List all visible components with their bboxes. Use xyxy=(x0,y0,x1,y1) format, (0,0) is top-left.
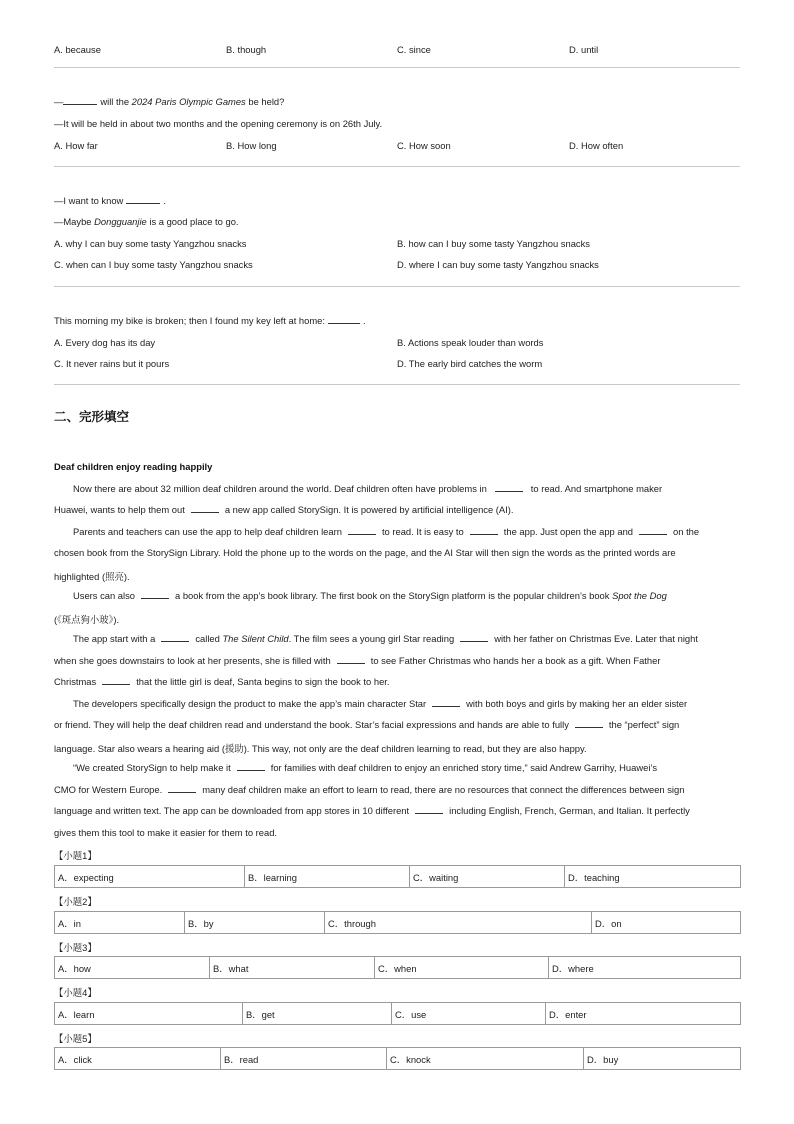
subquestion-3-options xyxy=(54,956,741,979)
passage-line: Huawei, wants to help them out a new app called StorySign. It is powered by artificial intelligence (AI). xyxy=(54,504,514,515)
option-b[interactable]: B. Actions speak louder than words xyxy=(397,337,544,348)
blank-7[interactable] xyxy=(161,633,189,642)
subquestion-label: 【小题4】 xyxy=(54,987,97,998)
subquestion-label: 【小题3】 xyxy=(54,942,97,953)
blank-15[interactable] xyxy=(415,805,443,814)
option-c[interactable]: C．use xyxy=(392,1003,546,1025)
answer-blank[interactable] xyxy=(126,195,160,204)
divider xyxy=(54,286,740,287)
subquestion-label: 【小题1】 xyxy=(54,850,97,861)
blank-1[interactable] xyxy=(495,483,523,492)
blank-12[interactable] xyxy=(575,719,603,728)
option-a[interactable]: A．in xyxy=(55,912,185,934)
option-a[interactable]: A．click xyxy=(55,1048,221,1070)
option-b[interactable]: B．what xyxy=(210,957,375,979)
blank-3[interactable] xyxy=(348,526,376,535)
passage-line: language and written text. The app can be downloaded from app stores in 10 different including English, French, German, and Italian. It perfectly xyxy=(54,805,690,816)
option-c[interactable]: C．when xyxy=(375,957,549,979)
blank-2[interactable] xyxy=(191,504,219,513)
option-c[interactable]: C．knock xyxy=(387,1048,584,1070)
blank-5[interactable] xyxy=(639,526,667,535)
option-a[interactable]: A．learn xyxy=(55,1003,243,1025)
blank-8[interactable] xyxy=(460,633,488,642)
option-c[interactable]: C. It never rains but it pours xyxy=(54,358,170,369)
option-b[interactable]: B．read xyxy=(221,1048,387,1070)
option-c[interactable]: C. when can I buy some tasty Yangzhou snacks xyxy=(54,259,253,270)
question-snacks-line1: —I want to know . xyxy=(54,195,166,206)
subquestion-label: 【小题5】 xyxy=(54,1033,97,1044)
passage-line: language. Star also wears a hearing aid (援助). This way, not only are the deaf children learning to read, but they are also happy. xyxy=(54,743,587,754)
answer-blank[interactable] xyxy=(63,96,97,105)
question-olympic-line1: — will the 2024 Paris Olympic Games be held? xyxy=(54,96,285,107)
option-b[interactable]: B．by xyxy=(185,912,325,934)
blank-4[interactable] xyxy=(470,526,498,535)
passage-line: Users can also a book from the app’s book library. The first book on the StorySign platform is the popular children’s book Spot the Dog xyxy=(73,590,667,601)
option-b[interactable]: B. how can I buy some tasty Yangzhou snacks xyxy=(397,238,590,249)
divider xyxy=(54,67,740,68)
option-d[interactable]: D．teaching xyxy=(565,866,741,888)
option-a[interactable]: A. Every dog has its day xyxy=(54,337,156,348)
option-d[interactable]: D. where I can buy some tasty Yangzhou snacks xyxy=(397,259,599,270)
passage-line: or friend. They will help the deaf children read and understand the book. Star’s facial expressions and hands are able to fully the “perfect” sign xyxy=(54,719,680,730)
passage-line: Parents and teachers can use the app to help deaf children learn to read. It is easy to the app. Just open the app and on the xyxy=(73,526,700,537)
passage-line: gives them this tool to make it easier for them to read. xyxy=(54,827,278,838)
subquestion-4-options xyxy=(54,1002,741,1025)
passage-line: Now there are about 32 million deaf children around the world. Deaf children often have problems in to read. And smartphone maker xyxy=(73,483,663,494)
passage-line: “We created StorySign to help make it for families with deaf children to enjoy an enriched story time,” said Andrew Garrihy, Huawei’s xyxy=(73,762,658,773)
option-d[interactable]: D. How often xyxy=(569,140,624,151)
option-d[interactable]: D. until xyxy=(569,44,599,55)
option-a[interactable]: A．how xyxy=(55,957,210,979)
passage-line: The developers specifically design the product to make the app’s main character Star with both boys and girls by making her an elder sister xyxy=(73,698,688,709)
answer-blank[interactable] xyxy=(328,315,360,324)
blank-14[interactable] xyxy=(168,784,196,793)
subquestion-1-options xyxy=(54,865,741,888)
blank-13[interactable] xyxy=(237,762,265,771)
option-a[interactable]: A. How far xyxy=(54,140,98,151)
option-b[interactable]: B. though xyxy=(226,44,267,55)
passage-line: when she goes downstairs to look at her presents, she is filled with to see Father Christmas who hands her a book as a gift. When Father xyxy=(54,655,661,666)
question-snacks-line2: —Maybe Dongguanjie is a good place to go. xyxy=(54,216,239,227)
passage-line: CMO for Western Europe. many deaf children make an effort to learn to read, there are no resources that connect the differences between sign xyxy=(54,784,685,795)
passage-title: Deaf children enjoy reading happily xyxy=(54,461,213,472)
option-b[interactable]: B．learning xyxy=(245,866,410,888)
question-olympic-line2: —It will be held in about two months and the opening ceremony is on 26th July. xyxy=(54,118,383,129)
option-d[interactable]: D. The early bird catches the worm xyxy=(397,358,543,369)
option-a[interactable]: A. why I can buy some tasty Yangzhou snacks xyxy=(54,238,247,249)
blank-11[interactable] xyxy=(432,698,460,707)
subquestion-2-options xyxy=(54,911,741,934)
option-c[interactable]: C. How soon xyxy=(397,140,451,151)
option-a[interactable]: A．expecting xyxy=(55,866,245,888)
option-c[interactable]: C．waiting xyxy=(410,866,565,888)
section-title: 二、完形填空 xyxy=(54,409,130,424)
subquestion-label: 【小题2】 xyxy=(54,896,97,907)
passage-line: (《斑点狗小玻》). xyxy=(54,614,120,625)
divider xyxy=(54,166,740,167)
blank-10[interactable] xyxy=(102,676,130,685)
option-d[interactable]: D．on xyxy=(592,912,741,934)
option-d[interactable]: D．enter xyxy=(546,1003,741,1025)
passage-line: chosen book from the StorySign Library. Hold the phone up to the words on the page, and the AI Star will then sign the words as the printed words are xyxy=(54,547,676,558)
passage-line: highlighted (照亮). xyxy=(54,571,130,582)
option-c[interactable]: C. since xyxy=(397,44,431,55)
blank-6[interactable] xyxy=(141,590,169,599)
blank-9[interactable] xyxy=(337,655,365,664)
option-a[interactable]: A. because xyxy=(54,44,101,55)
option-c[interactable]: C．through xyxy=(325,912,592,934)
option-b[interactable]: B．get xyxy=(243,1003,392,1025)
subquestion-5-options xyxy=(54,1047,741,1070)
passage-line: The app start with a called The Silent Child. The film sees a young girl Star reading with her father on Christmas Eve. Later that night xyxy=(73,633,698,644)
question-proverb-line1: This morning my bike is broken; then I found my key left at home: . xyxy=(54,315,366,326)
option-b[interactable]: B. How long xyxy=(226,140,277,151)
option-d[interactable]: D．where xyxy=(549,957,741,979)
passage-line: Christmas that the little girl is deaf, Santa begins to sign the book to her. xyxy=(54,676,390,687)
option-d[interactable]: D．buy xyxy=(584,1048,741,1070)
divider xyxy=(54,384,740,385)
